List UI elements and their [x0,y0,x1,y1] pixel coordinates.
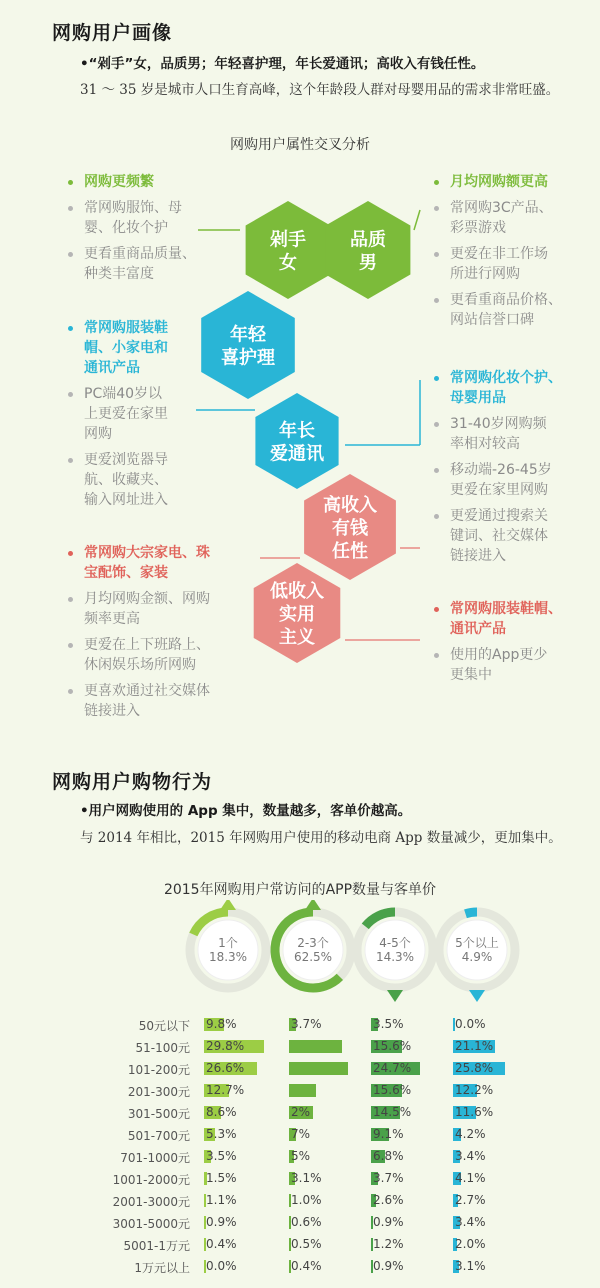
group-heading [450,172,548,192]
hexagon-label-line: 年轻 [230,324,266,346]
data-label: 5% [291,1149,311,1163]
price-range-label: 5001-1万元 [123,1239,190,1253]
group-heading-line: 母婴用品 [450,390,506,406]
group-item [450,460,552,500]
group-item-line: 彩票游戏 [450,220,506,236]
data-label: 1.1% [206,1193,237,1207]
group-item-line: 网购 [84,426,112,442]
data-bar [289,1062,348,1075]
price-range-label: 101-200元 [127,1063,190,1077]
group-item-line: 更爱通过搜索关 [450,508,548,524]
section2-desc: 与 2014 年相比，2015 年网购用户使用的移动电商 App 数量减少，更加集中。 [80,830,562,846]
data-label: 29.8% [206,1039,245,1053]
group-item-line: 网站信誉口碑 [450,312,534,328]
group-heading-line: 月均网购额更高 [450,174,548,190]
group-item-line: 常网购服饰、母 [84,200,182,216]
hexagon-label-line: 爱通讯 [270,443,324,465]
bullet-dot [68,392,73,397]
section2-bullet: •用户网购使用的 App 集中，数量越多，客单价越高。 [80,803,412,819]
hexagon-label-line: 女 [279,252,297,274]
group-heading [84,318,168,378]
data-label: 2.7% [455,1193,486,1207]
group-heading-line: 宝配饰、家装 [84,565,168,581]
group-item-line: 休闲娱乐场所网购 [84,657,196,673]
price-range-label: 1万元以上 [134,1261,190,1275]
circle-label [273,936,353,964]
group-heading-line: 常网购服装鞋帽、 [450,601,562,617]
bullet-dot [68,180,73,185]
bullet-dot [434,206,439,211]
data-label: 8.6% [206,1105,237,1119]
price-range-label: 301-500元 [127,1107,190,1121]
data-label: 4.1% [455,1171,486,1185]
group-item-line: 移动端-26-45岁 [450,462,552,478]
section1-desc: 31 ～ 35 岁是城市人口生育高峰，这个年龄段人群对母婴用品的需求非常旺盛。 [80,82,560,98]
data-label: 9.8% [206,1017,237,1031]
bullet-dot [68,551,73,556]
hexagon-label-line: 高收入 [323,495,377,516]
group-item-line: 婴、化妆个护 [84,220,168,236]
data-label: 0.4% [206,1237,237,1251]
arrow-down-icon [469,990,485,1002]
group-item-line: 上更爱在家里 [84,406,168,422]
bullet-dot [68,643,73,648]
group-heading [84,172,154,192]
circle-group-name: 2-3个 [297,936,329,950]
data-bar [289,1040,342,1053]
data-label: 11.6% [455,1105,494,1119]
group-item [84,198,182,238]
group-item-line: 更爱在上下班路上、 [84,637,210,653]
data-label: 3.4% [455,1149,486,1163]
group-item-line: 频率更高 [84,611,140,627]
group-heading [450,599,562,639]
data-label: 1.0% [291,1193,322,1207]
hexagon-label-line: 剁手 [270,229,306,251]
bullet-dot [68,326,73,331]
group-item [450,290,562,330]
price-range-label: 3001-5000元 [112,1217,190,1231]
group-heading-line: 通讯产品 [84,360,140,376]
data-label: 2% [291,1105,311,1119]
price-range-label: 2001-3000元 [112,1195,190,1209]
data-label: 12.2% [455,1083,494,1097]
hexagon-label-line: 男 [359,252,377,274]
arrow-down-icon [387,990,403,1002]
bullet-dot [434,252,439,257]
group-item-line: 率相对较高 [450,436,520,452]
data-label: 2.6% [373,1193,404,1207]
group-item [450,645,547,685]
group-item-line: 输入网址进入 [84,492,168,508]
data-label: 3.4% [455,1215,486,1229]
hexagon-label-line: 任性 [332,541,368,562]
group-item [84,450,168,510]
data-label: 5.3% [206,1127,237,1141]
group-item-line: 31-40岁网购频 [450,416,547,432]
group-item [84,244,196,284]
section1-bullet: •“剁手”女，品质男；年轻喜护理，年长爱通讯；高收入有钱任性。 [80,56,485,72]
price-range-label: 501-700元 [127,1129,190,1143]
data-label: 21.1% [455,1039,494,1053]
chart-title: 2015年网购用户常访问的APP数量与客单价 [163,882,437,898]
group-item-line: 链接进入 [84,703,140,719]
group-item-line: 更看重商品价格、 [450,292,562,308]
circle-label [188,936,268,964]
data-label: 1.5% [206,1171,237,1185]
bullet-dot [68,689,73,694]
circle-label [355,936,435,964]
bullet-dot [434,468,439,473]
group-item-line: 更爱在家里网购 [450,482,548,498]
group-heading [450,368,562,408]
circle-group-name: 1个 [218,936,238,950]
group-heading-line: 常网购大宗家电、珠 [84,545,210,561]
data-label: 15.6% [373,1083,412,1097]
hexagon-label-line: 低收入 [270,581,324,602]
diagram-title: 网购用户属性交叉分析 [230,137,370,153]
data-label: 15.6% [373,1039,412,1053]
data-label: 3.5% [206,1149,237,1163]
bullet-dot [68,206,73,211]
circle-share-value: 4.9% [461,950,493,964]
group-item-line: 月均网购金额、网购 [84,591,210,607]
circle-group-name: 5个以上 [455,936,499,950]
bullet-dot [434,607,439,612]
hexagon-label-line: 喜护理 [221,347,275,369]
group-heading [84,543,210,583]
circle-label [437,936,517,964]
price-range-label: 701-1000元 [120,1151,190,1165]
data-label: 6.8% [373,1149,404,1163]
data-label: 12.7% [206,1083,245,1097]
group-item-line: 常网购3C产品、 [450,200,553,216]
data-label: 0.5% [291,1237,322,1251]
group-heading-line: 常网购服装鞋 [84,320,168,336]
bullet-dot [68,458,73,463]
section2-title: 网购用户购物行为 [52,771,213,793]
group-item-line: 更看重商品质量、 [84,246,196,262]
group-item [450,198,553,238]
group-item-line: 所进行网购 [450,266,520,282]
data-label: 0.6% [291,1215,322,1229]
data-label: 0.9% [373,1259,404,1273]
group-heading-line: 帽、小家电和 [84,340,168,356]
group-item [84,635,210,675]
group-item-line: 键词、社交媒体 [450,528,548,544]
data-label: 0.9% [206,1215,237,1229]
data-label: 25.8% [455,1061,494,1075]
bullet-dot [434,376,439,381]
data-label: 24.7% [373,1061,412,1075]
bullet-dot [68,252,73,257]
bullet-dot [434,298,439,303]
group-item [450,414,547,454]
data-label: 0.4% [291,1259,322,1273]
price-range-label: 201-300元 [127,1085,190,1099]
group-item [84,681,210,721]
hexagon-label-line: 品质 [350,229,386,251]
data-label: 0.0% [455,1017,486,1031]
group-item-line: 航、收藏夹、 [84,472,168,488]
price-range-label: 51-100元 [135,1041,190,1055]
bullet-dot [434,514,439,519]
bullet-dot [68,597,73,602]
circle-share-value: 18.3% [208,950,248,964]
data-label: 26.6% [206,1061,245,1075]
data-label: 9.1% [373,1127,404,1141]
data-label: 3.1% [455,1259,486,1273]
group-item-line: 更集中 [450,667,492,683]
data-label: 14.5% [373,1105,412,1119]
data-label: 0.9% [373,1215,404,1229]
group-item-line: PC端40岁以 [84,386,163,402]
group-item-line: 更喜欢通过社交媒体 [84,683,210,699]
hexagon-label-line: 实用 [279,604,315,625]
group-item [450,506,548,566]
section1-title: 网购用户画像 [52,22,173,44]
arrow-up-icon [220,900,236,910]
circle-share-value: 62.5% [293,950,333,964]
group-item-line: 使用的App更少 [450,647,548,663]
bullet-dot [434,653,439,658]
bullet-dot [434,180,439,185]
circle-share-value: 14.3% [375,950,415,964]
hexagon-label-line: 年长 [279,420,315,442]
data-label: 3.1% [291,1171,322,1185]
circle-group-name: 4-5个 [379,936,411,950]
group-item-line: 链接进入 [450,548,506,564]
group-item [450,244,548,284]
price-range-label: 50元以下 [138,1019,190,1033]
data-label: 4.2% [455,1127,486,1141]
arrow-up-icon [305,900,321,910]
group-item-line: 种类丰富度 [84,266,154,282]
group-item [84,589,210,629]
price-range-label: 1001-2000元 [112,1173,190,1187]
hexagon-label-line: 主义 [279,627,315,648]
group-item-line: 更爱浏览器导 [84,452,168,468]
group-item [84,384,168,444]
data-label: 1.2% [373,1237,404,1251]
bullet-dot [434,422,439,427]
data-label: 3.7% [291,1017,322,1031]
data-label: 0.0% [206,1259,237,1273]
group-item-line: 更爱在非工作场 [450,246,548,262]
data-label: 2.0% [455,1237,486,1251]
data-bar [289,1084,316,1097]
hexagon-label-line: 有钱 [332,518,368,539]
data-label: 7% [291,1127,311,1141]
group-heading-line: 网购更频繁 [84,174,154,190]
data-label: 3.7% [373,1171,404,1185]
connector-line [414,210,420,230]
circle-share-arc [465,912,477,914]
group-heading-line: 通讯产品 [450,621,506,637]
group-heading-line: 常网购化妆个护、 [450,370,562,386]
data-label: 3.5% [373,1017,404,1031]
